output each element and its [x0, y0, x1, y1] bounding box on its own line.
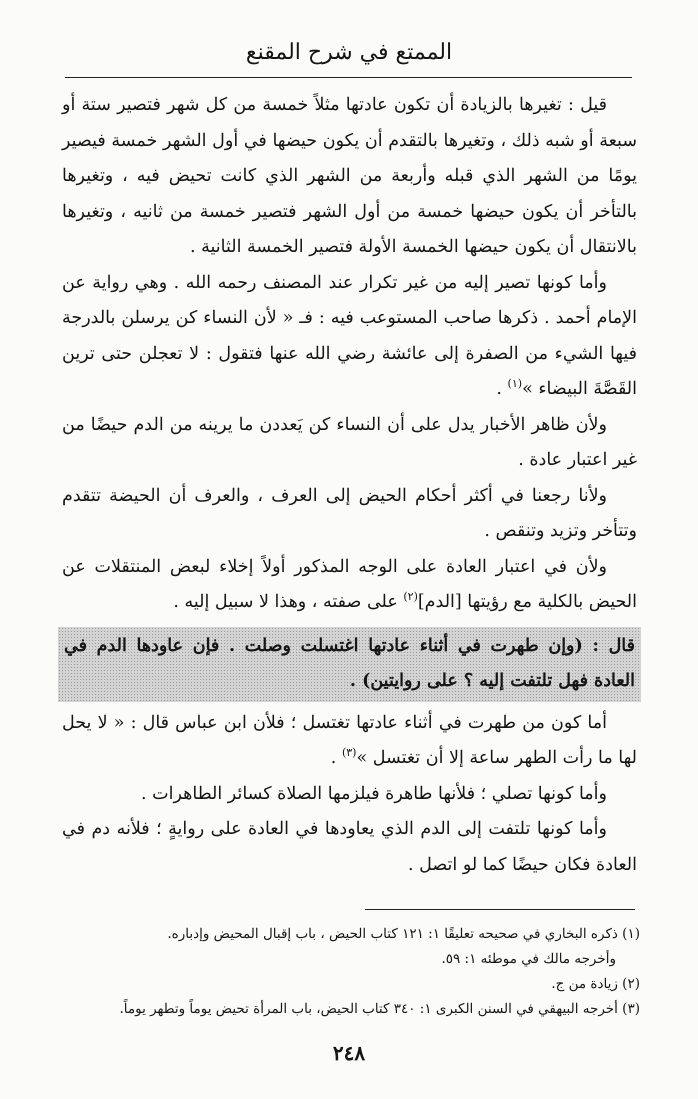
- paragraph: وأما كونها تصير إليه من غير تكرار عند المصنف رحمه الله . وهي رواية عن الإمام أحمد . ذكرها صاحب المستوعب فيه : فـ « لأن النساء كن يرسلن بالدرجة فيها الشيء من الصفرة إلى عائشة رضي الله عنها فتقول : لا تعجلن حتى ترين القَصَّةَ البيضاء »$^{(١)}$ .: [62, 272, 637, 399]
- matn-highlight-block: [58, 627, 641, 702]
- paragraph: [62, 706, 637, 777]
- page-number: ٢٤٨: [332, 1041, 366, 1065]
- footnote-3: (٣) أخرجه البيهقي في السنن الكبرى ١: ٣٤٠ كتاب الحيض، باب المرأة تحيض يوماً وتطهر يوماً.: [119, 1001, 640, 1017]
- paragraph-text-cont: .: [330, 748, 342, 768]
- paragraph-text: ولأن في اعتبار العادة على الوجه المذكور أولاً إخلاء لبعض المنتقلات عن الحيض بالكلية مع رؤيتها [الدم]: [62, 556, 637, 612]
- paragraph-text: ولأن ظاهر الأخبار يدل على أن النساء كن يَعددن ما يرينه من الدم حيضًا من غير اعتبار عادة .: [62, 414, 637, 470]
- paragraph: [62, 408, 637, 479]
- footnote-1-continued: وأخرجه مالك في موطئه ١: ٥٩.: [441, 951, 616, 967]
- footnote-separator: [365, 909, 635, 910]
- matn-text: قال : (وإن طهرت في أثناء عادتها اغتسلت وصلت . فإن عاودها الدم في العادة فهل تلتفت إليه ؟ على روايتين) .: [64, 635, 635, 691]
- footnote-2: (٢) زيادة من ج.: [551, 976, 640, 992]
- paragraph-text: وأما كونها تلتفت إلى الدم الذي يعاودها في العادة على روايةٍ ؛ فلأنه دم في العادة فكان حيضًا كما لو اتصل .: [62, 819, 637, 875]
- paragraph-text: قيل : تغيرها بالزيادة أن تكون عادتها مثلاً خمسة من كل شهر فتصير ستة أو سبعة أو شبه ذلك ، وتغيرها بالتقدم أن يكون حيضها في أول الشهر خمسة فيصير يومًا من الشهر الذي قبله وأربعة من الشهر الذي كانت تحيض فيه ، وتغيرها بالتأخر أن يكون حيضها خمسة من أول الشهر فتصير خمسة من ثانيه ، وتغيرها بالانتقال أن يكون حيضها الخمسة الأولة فتصير الخمسة الثانية .: [62, 95, 637, 257]
- paragraph-text: أما كون من طهرت في أثناء عادتها تغتسل ؛ فلأن ابن عباس قال : « لا يحل لها ما رأت الطهر ساعة إلا أن تغتسل »: [62, 712, 637, 768]
- running-head-title: الممتع في شرح المقنع: [245, 40, 453, 65]
- footnote-ref-2: (٢): [403, 590, 418, 604]
- paragraph: [62, 777, 637, 813]
- footnote-ref-1: (١): [507, 377, 523, 391]
- footnote-1: (١) ذكره البخاري في صحيحه تعليقًا ١: ١٢١ كتاب الحيض ، باب إقبال المحيض وإدباره.: [167, 926, 640, 942]
- paragraph-text: وأما كونها تصير إليه من غير تكرار عند المصنف رحمه الله . وهي رواية عن الإمام أحمد . ذكرها صاحب المستوعب فيه : فـ « لأن النساء كن يرسلن بالدرجة فيها الشيء من الصفرة إلى عائشة رضي الله عنها فتقول : لا تعجلن حتى ترين القَصَّةَ البيضاء »: [62, 272, 637, 399]
- paragraph: [62, 88, 637, 266]
- paragraph-text: وأما كونها تصلي ؛ فلأنها طاهرة فيلزمها الصلاة كسائر الطاهرات .: [141, 783, 607, 804]
- paragraph: [62, 812, 637, 883]
- footnotes: [110, 922, 640, 1022]
- paragraph: [62, 479, 637, 550]
- paragraph-text-cont: على صفته ، وهذا لا سبيل إليه .: [173, 592, 404, 612]
- main-text: [62, 88, 637, 883]
- header-rule: [65, 77, 632, 78]
- footnote-ref-3: (٣): [341, 746, 357, 760]
- paragraph-text: ولأنا رجعنا في أكثر أحكام الحيض إلى العرف ، والعرف أن الحيضة تتقدم وتتأخر وتزيد وتنقص .: [62, 485, 637, 541]
- paragraph: [62, 550, 637, 621]
